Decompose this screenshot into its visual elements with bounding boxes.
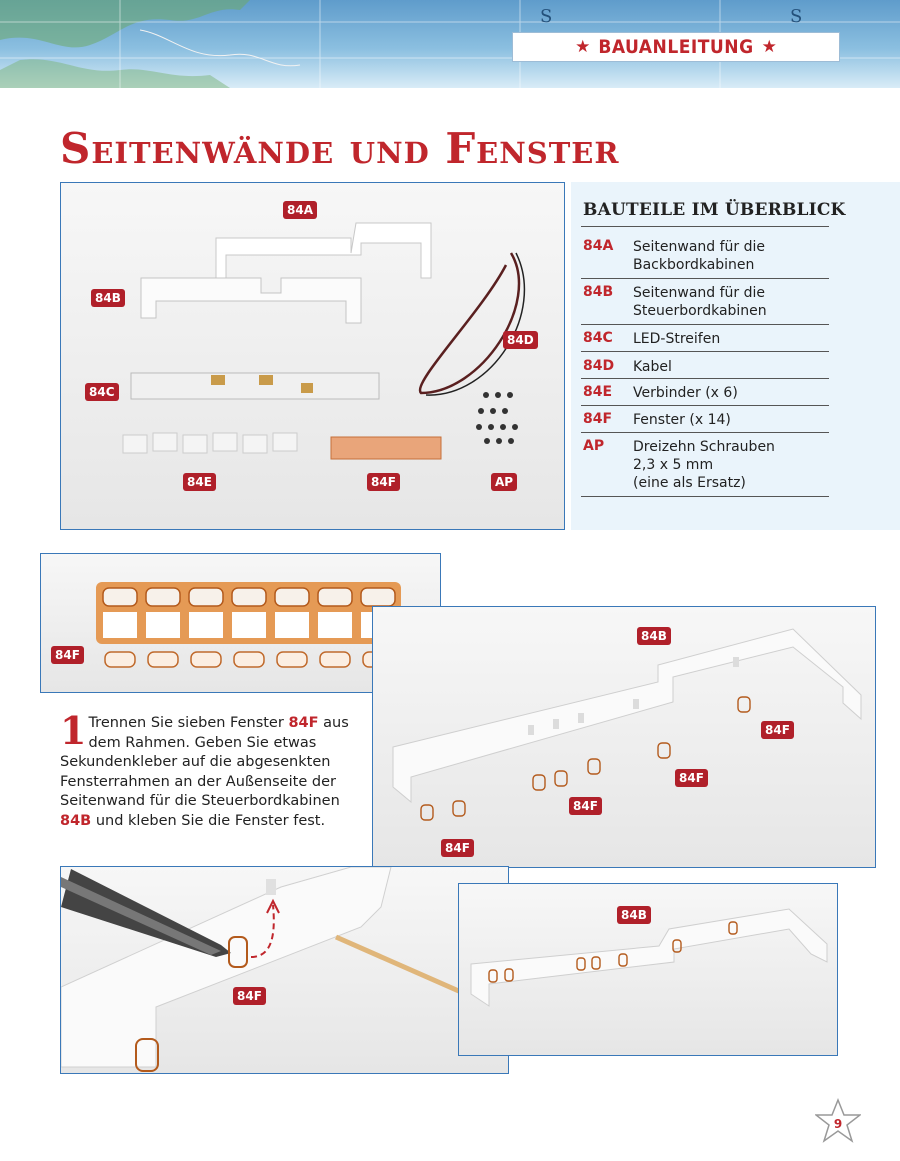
divider (581, 405, 829, 406)
part-row (583, 438, 833, 492)
wall-windows-photo (372, 606, 876, 868)
step-number: 1 (60, 708, 87, 753)
part-label: 84D (503, 331, 538, 349)
parts-overview-heading: BAUTEILE IM ÜBERBLICK (583, 200, 846, 220)
part-code: AP (583, 438, 605, 454)
part-code: 84A (583, 238, 614, 254)
star-icon: ★ (761, 37, 777, 57)
divider (581, 432, 829, 433)
map-letter: S (540, 6, 553, 27)
part-label: 84F (51, 646, 84, 664)
part-label: 84B (637, 627, 671, 645)
section-banner (512, 32, 840, 62)
divider (581, 226, 829, 227)
page-title: Seitenwände und Fenster (60, 124, 620, 173)
part-label: 84F (367, 473, 400, 491)
part-code: 84B (583, 284, 614, 300)
divider (581, 278, 829, 279)
part-row (583, 384, 833, 402)
result-photo (458, 883, 838, 1056)
part-row (583, 284, 833, 320)
part-reference: 84F (288, 715, 319, 731)
part-row (583, 238, 833, 274)
part-description: Kabel (633, 359, 672, 375)
part-label: 84F (675, 769, 708, 787)
part-label: 84F (441, 839, 474, 857)
part-code: 84F (583, 411, 613, 427)
banner-label: BAUANLEITUNG (598, 36, 754, 58)
step-text: und kleben Sie die Fenster fest. (91, 812, 326, 829)
part-description: Backbordkabinen (633, 257, 755, 273)
part-code: 84E (583, 384, 613, 400)
step-1-text (60, 708, 370, 831)
part-label: 84A (283, 201, 317, 219)
step-text: Trennen Sie sieben Fenster (88, 715, 289, 731)
part-description: Seitenwand für die (633, 239, 766, 255)
wall-illustration (373, 607, 876, 868)
divider (581, 378, 829, 379)
part-label: 84B (617, 906, 651, 924)
parts-photo (60, 182, 565, 530)
part-description: Dreizehn Schrauben (633, 439, 775, 455)
part-code: 84C (583, 330, 613, 346)
part-row (583, 411, 833, 429)
gluing-illustration (61, 867, 509, 1074)
part-description: Seitenwand für die (633, 285, 766, 301)
part-description: (eine als Ersatz) (633, 475, 746, 491)
map-letter: S (790, 6, 803, 27)
part-label: 84F (569, 797, 602, 815)
part-label: AP (491, 473, 517, 491)
part-row (583, 330, 833, 348)
part-description: 2,3 x 5 mm (633, 457, 714, 473)
part-code: 84D (583, 358, 615, 374)
part-label: 84B (91, 289, 125, 307)
part-description: Steuerbordkabinen (633, 303, 767, 319)
part-label: 84F (233, 987, 266, 1005)
parts-overview-panel (571, 182, 900, 530)
divider (581, 496, 829, 497)
divider (581, 351, 829, 352)
part-label: 84F (761, 721, 794, 739)
page-number: 9 (833, 1117, 843, 1131)
page-number-star-icon (815, 1098, 861, 1144)
part-description: Fenster (x 14) (633, 412, 731, 428)
parts-illustration (61, 183, 565, 530)
star-icon: ★ (575, 37, 591, 57)
part-description: Verbinder (x 6) (633, 385, 738, 401)
part-label: 84C (85, 383, 119, 401)
part-label: 84E (183, 473, 216, 491)
gluing-photo (60, 866, 509, 1074)
divider (581, 324, 829, 325)
part-reference: 84B (60, 812, 92, 829)
part-description: LED-Streifen (633, 331, 721, 347)
step-text: aus dem Rahmen. Geben Sie etwas Sekundenkleber auf die abgesenkten Fensterrahmen an der Außenseite der Seitenwand für die Steuerbordkabinen (60, 715, 349, 809)
part-row (583, 358, 833, 376)
